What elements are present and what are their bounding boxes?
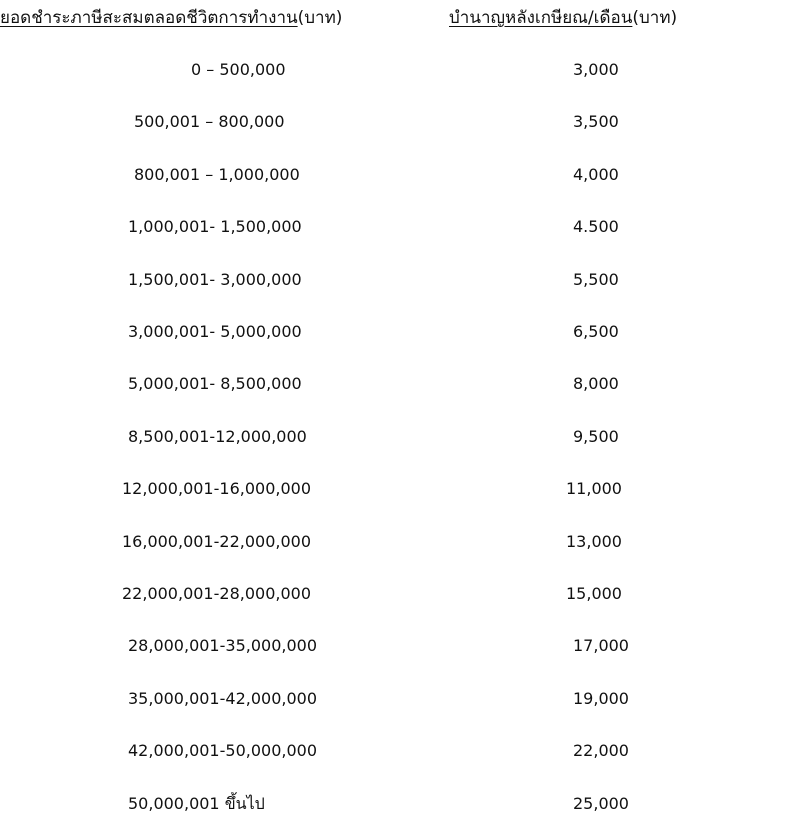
- tax-range-cell: 50,000,001 ขึ้นไป: [128, 794, 265, 813]
- pension-amount-cell: 11,000: [566, 479, 622, 498]
- header-lifetime-tax: [0, 6, 342, 30]
- pension-amount-cell: 6,500: [573, 322, 619, 341]
- pension-amount-cell: 5,500: [573, 270, 619, 289]
- pension-amount-cell: 3,500: [573, 112, 619, 131]
- tax-range-cell: 12,000,001-16,000,000: [122, 479, 311, 498]
- pension-amount-cell: 17,000: [573, 636, 629, 655]
- tax-range-cell: 35,000,001-42,000,000: [128, 689, 317, 708]
- header-monthly-pension-label: บำนาญหลังเกษียณ/เดือน: [449, 8, 633, 28]
- pension-amount-cell: 19,000: [573, 689, 629, 708]
- header-lifetime-tax-label: ยอดชำระภาษีสะสมตลอดชีวิตการทำงาน: [0, 8, 298, 28]
- tax-range-cell: 3,000,001- 5,000,000: [128, 322, 302, 341]
- tax-range-cell: 16,000,001-22,000,000: [122, 532, 311, 551]
- tax-range-cell: 0 – 500,000: [191, 60, 286, 79]
- pension-amount-cell: 15,000: [566, 584, 622, 603]
- tax-range-cell: 5,000,001- 8,500,000: [128, 374, 302, 393]
- pension-amount-cell: 13,000: [566, 532, 622, 551]
- pension-amount-cell: 3,000: [573, 60, 619, 79]
- pension-amount-cell: 4.500: [573, 217, 619, 236]
- pension-amount-cell: 25,000: [573, 794, 629, 813]
- pension-amount-cell: 4,000: [573, 165, 619, 184]
- header-monthly-pension-unit: (บาท): [632, 8, 678, 28]
- header-monthly-pension: [449, 6, 677, 30]
- tax-range-cell: 22,000,001-28,000,000: [122, 584, 311, 603]
- tax-range-cell: 28,000,001-35,000,000: [128, 636, 317, 655]
- tax-range-cell: 42,000,001-50,000,000: [128, 741, 317, 760]
- pension-amount-cell: 22,000: [573, 741, 629, 760]
- tax-range-cell: 800,001 – 1,000,000: [134, 165, 300, 184]
- tax-range-cell: 8,500,001-12,000,000: [128, 427, 307, 446]
- tax-range-cell: 1,500,001- 3,000,000: [128, 270, 302, 289]
- tax-range-cell: 500,001 – 800,000: [134, 112, 285, 131]
- pension-amount-cell: 8,000: [573, 374, 619, 393]
- header-lifetime-tax-unit: (บาท): [297, 8, 343, 28]
- pension-amount-cell: 9,500: [573, 427, 619, 446]
- tax-range-cell: 1,000,001- 1,500,000: [128, 217, 302, 236]
